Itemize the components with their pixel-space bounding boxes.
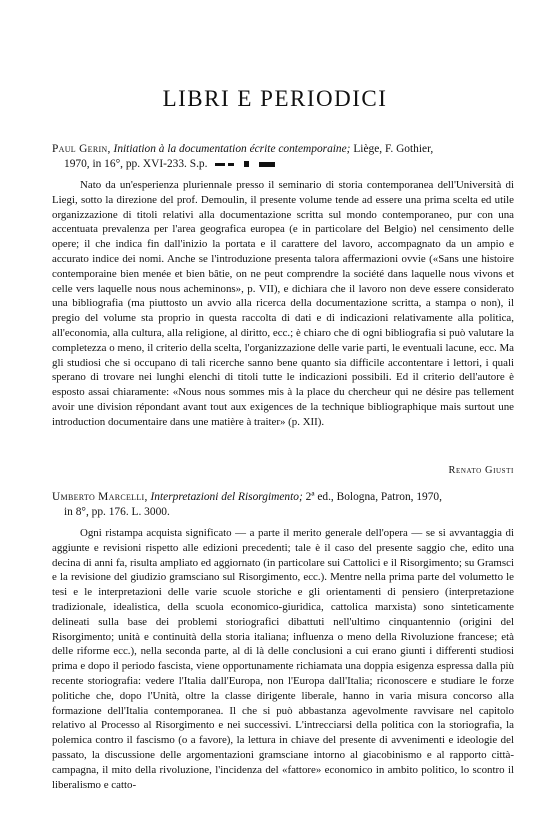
review-book-title: Interpretazioni del Risorgimento; <box>150 491 303 503</box>
ink-mark <box>244 161 249 167</box>
review-heading <box>52 490 514 520</box>
review-author: Umberto Marcelli, <box>52 491 148 503</box>
review-publication: 2ª ed., Bologna, Patron, 1970, <box>305 491 442 503</box>
review-author: Paul Gerin, <box>52 143 111 155</box>
ink-mark <box>259 162 275 167</box>
review-text: Nato da un'esperienza pluriennale presso il seminario di storia contemporanea dell'Università di Liegi, sotto la direzione del prof. Demoulin, il presente volume tende ad essere una prima scelta ed utile organizzazione di titoli relativi alla documentazione scritta sul mondo contemporaneo, pur con una accentuata prevalenza per l'area geografica europea (e in particolare del Belgio) nel censimento delle opere; il che indica fin dall'inizio la portata e il carattere del lavoro, accompagnato da un ampio e accurato indice dei nomi. Anche se l'introduzione presenta talora affermazioni ovvie («Sans une histoire contemporaine bien menée et bien bâtie, on ne peut comprendre la société dans laquelle nous vivons et celle vers laquelle nous nous acheminons», p. VII), e dichiara che il lavoro non deve essere considerato una bibliografia (ma piuttosto un avvio alla ricerca della documentazione scritta, a stampa o non), il pregio del volume sta proprio in questa raccolta di dati e di indicazioni relativamente alla politica, all'economia, alla cultura, alla religione, al diritto, ecc.; è chiaro che di ogni bibliografia si può valutare la completezza o meno, il criterio della scelta, l'organizzazione delle varie parti, le eventuali lacune, ecc. Ma gli studiosi che si occupano di tali ricerche sanno bene quanto sia difficile accontentare i lettori, i quali sperano di trovare nei lunghi elenchi di titoli tutte le indicazioni possibili. Ed il criterio dell'autore è esposto assai chiaramente: «Nous nous sommes mis à la place du chercheur qui ne désire pas tellement avoir une division répondant avant tout aux exigences de la technique bibliographique mais surtout une introduction documentaire dans une matière à traiter» (p. XII). <box>52 179 514 428</box>
review-book-title: Initiation à la documentation écrite contemporaine; <box>113 143 351 155</box>
review-signature: Renato Giusti <box>448 465 514 476</box>
page-title: LIBRI E PERIODICI <box>162 86 388 111</box>
review-body <box>52 526 514 792</box>
ink-mark <box>215 163 225 166</box>
review-publication-details: in 8°, pp. 176. L. 3000. <box>64 506 170 518</box>
review-body <box>52 178 514 430</box>
review-heading <box>52 142 514 172</box>
review-publication: Liège, F. Gothier, <box>353 143 434 155</box>
review-publication-details: 1970, in 16°, pp. XVI-233. S.p. <box>64 158 208 170</box>
ink-mark <box>228 163 234 166</box>
review-text: Ogni ristampa acquista significato — a parte il merito generale dell'opera — se si avvantaggia di aggiunte e revisioni rispetto alle edizioni precedenti; tale è il caso del presente saggio che, edito una decina di anni fa, risulta ampliato ed aggiornato (in particolare sui Cattolici e il Risorgimento; su Gramsci e la revisione del giudizio gramsciano sul Risorgimento, ecc.). Mentre nella prima parte del volumetto le tesi e le interpretazioni delle varie scuole storiche e gli orientamenti di pensiero (interpretazione tradizionale, idealistica, della scuola economico-giuridica, cattolica marxista) sono sinteticamente delineati sulla base dei problemi storiografici dibattuti nell'ultimo cinquantennio (origini del Risorgimento; unità e continuità della storia italiana; influenza o meno della Rivoluzione francese; età delle riforme ecc.), nella seconda parte, al di là delle conclusioni a cui erano giunti i differenti studiosi prima e dopo il periodo fascista, viene opportunamente richiamata una doppia esigenza espressa dalla più recente storiografia: vedere l'Italia dall'Europa, non l'Europa dall'Italia; riconoscere e studiare le forze politiche che, dopo l'Unità, oltre la classe dirigente liberale, hanno in varia misura concorso alla formazione dell'Italia contemporanea. Il che si può abbastanza agevolmente ravvisare nel capitolo relativo al Processo al Risorgimento e nei successivi. L'intrecciarsi della politica con la storiografia, la polemica contro il fascismo (o a favore), la lettura in chiave del presente di avvenimenti e ideologie del passato, la discussione delle argomentazioni gramsciane intorno al giacobinismo e al rapporto città-campagna, il mito della rivoluzione, l'incidenza del «fattore» economico in ambito politico, lo scontro il liberalismo e catto- <box>52 527 514 791</box>
